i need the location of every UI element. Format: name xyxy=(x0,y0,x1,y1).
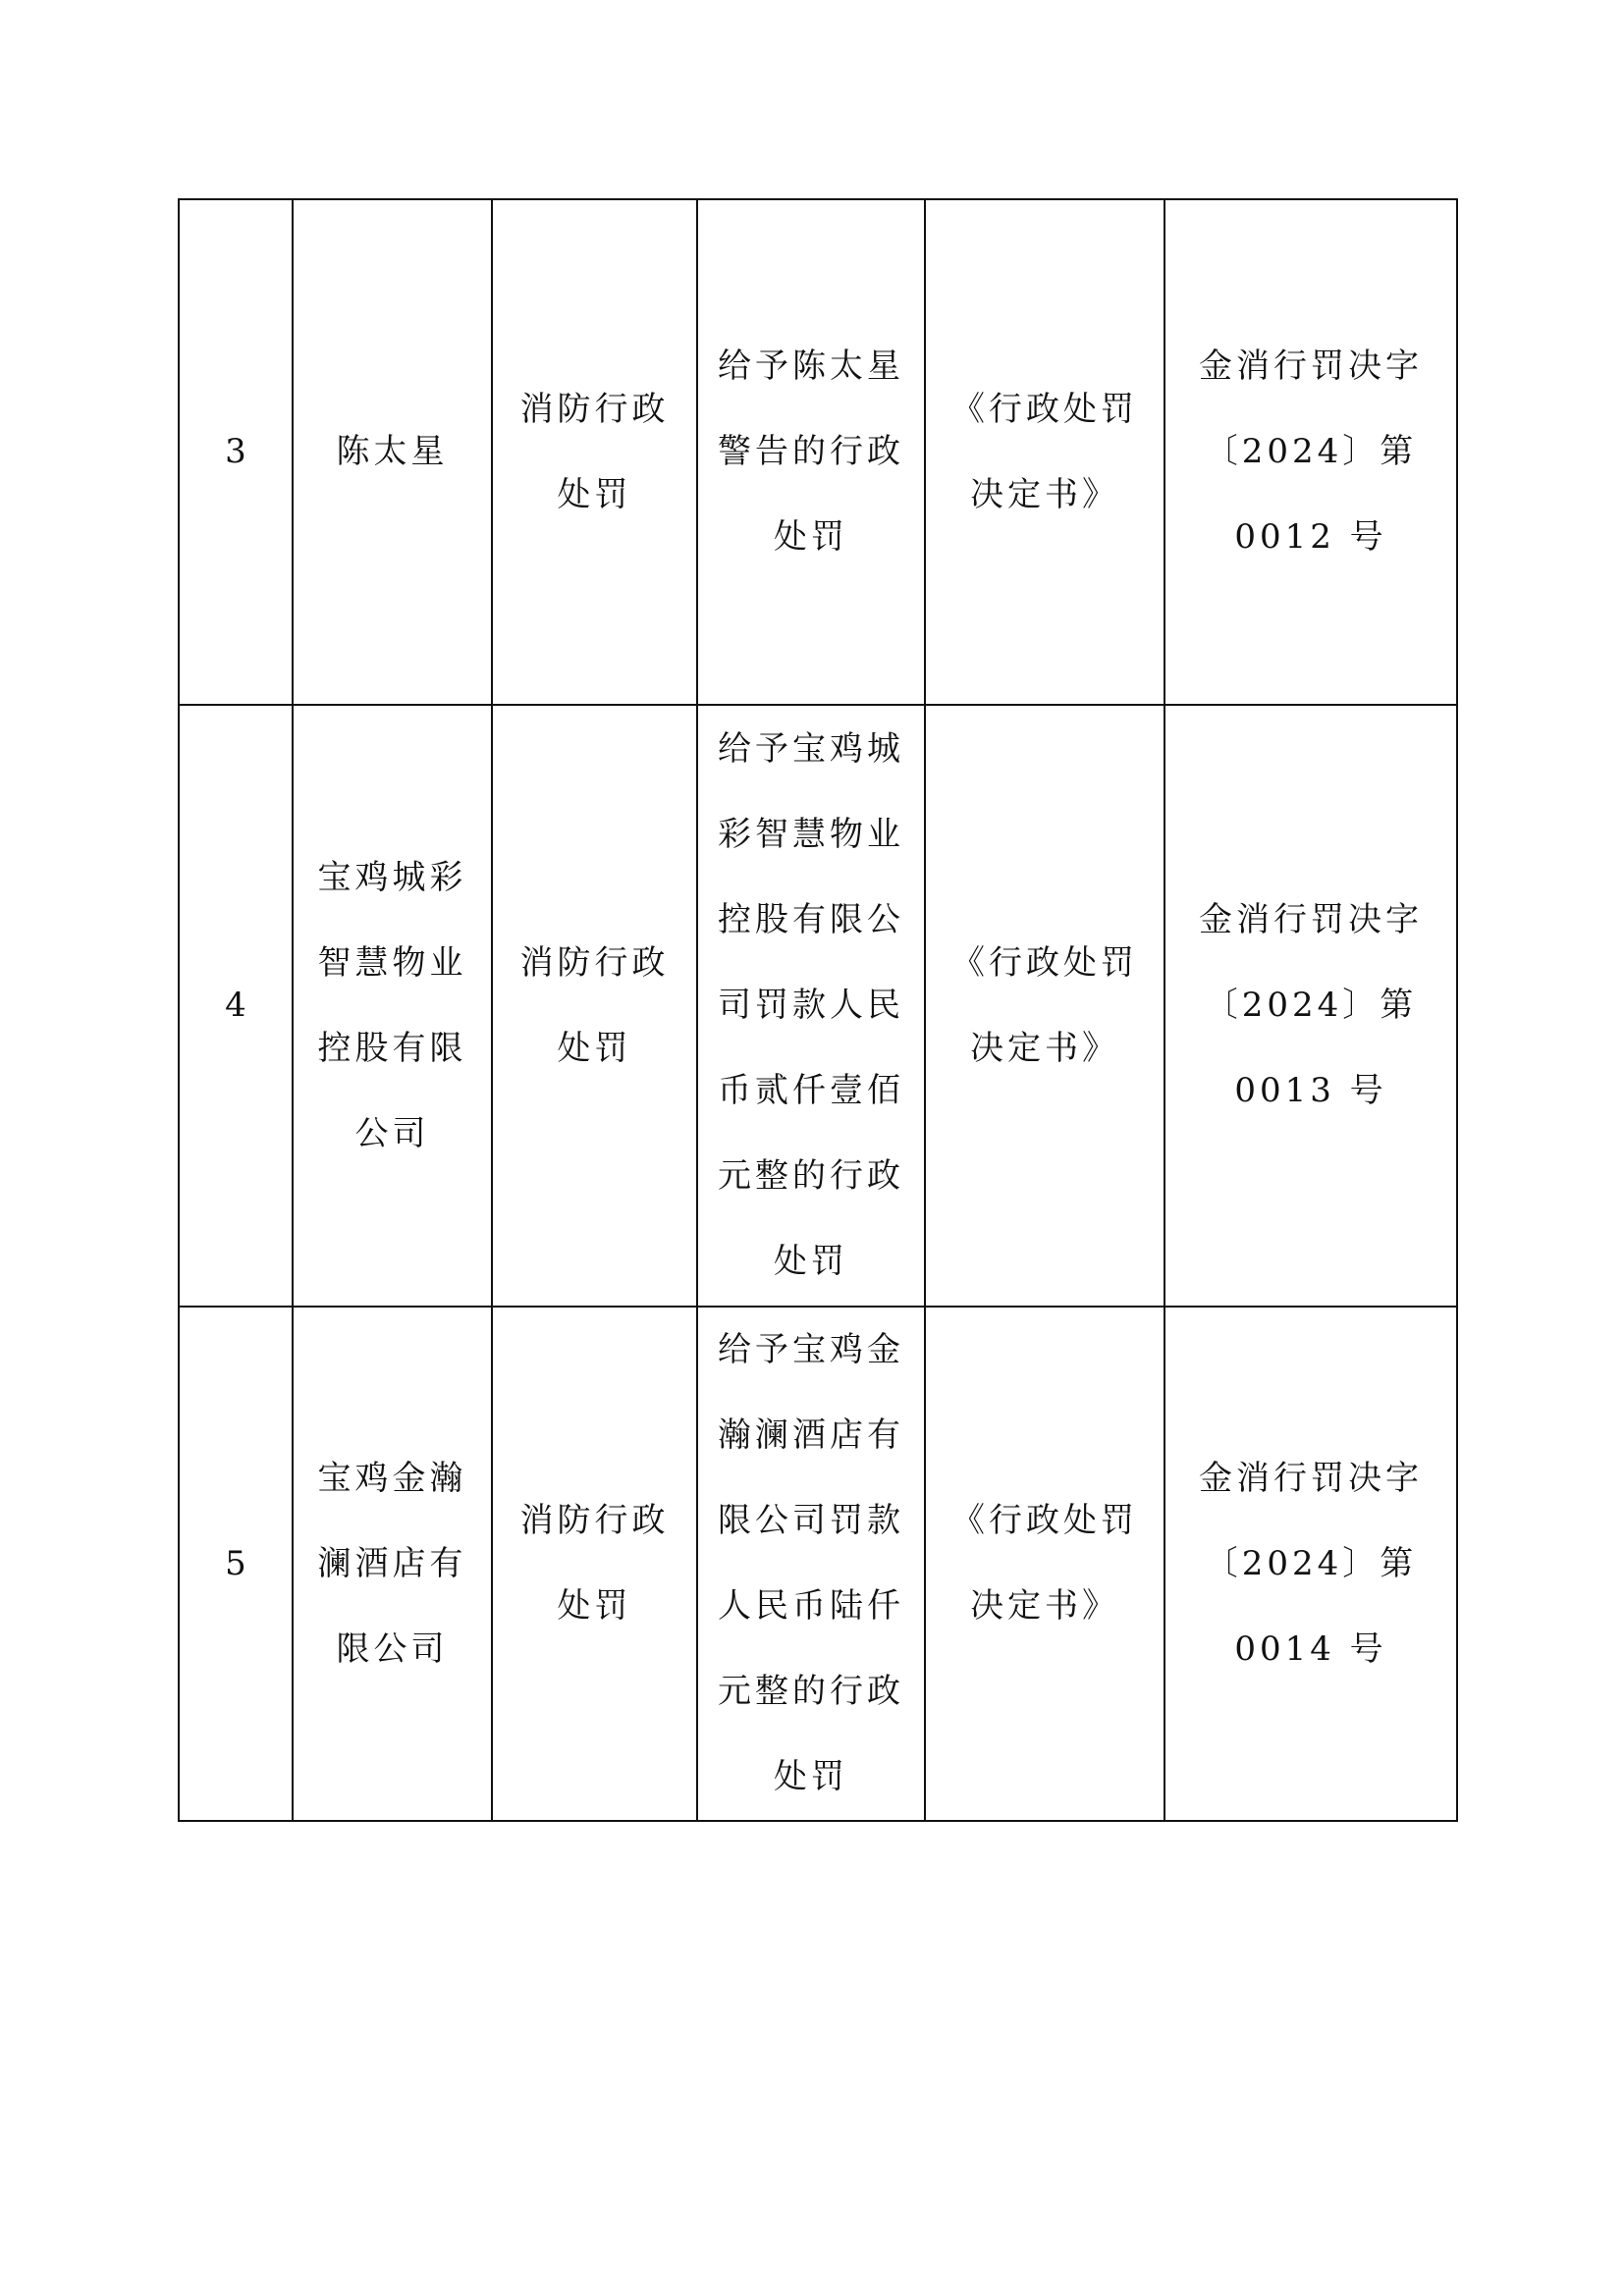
cell-penalty-category: 消防行政 处罚 xyxy=(492,1307,697,1821)
cell-number: 3 xyxy=(179,199,293,705)
cell-document-number: 金消行罚决字 〔2024〕第 0012 号 xyxy=(1164,199,1457,705)
table-row xyxy=(179,705,1457,1307)
penalty-table xyxy=(178,198,1458,1822)
cell-penalty-content: 给予宝鸡金 瀚澜酒店有 限公司罚款 人民币陆仟 元整的行政 处罚 xyxy=(697,1307,925,1821)
cell-penalty-category: 消防行政 处罚 xyxy=(492,705,697,1307)
cell-party-name: 陈太星 xyxy=(293,199,492,705)
cell-number: 5 xyxy=(179,1307,293,1821)
table-row xyxy=(179,1307,1457,1821)
cell-penalty-basis: 《行政处罚 决定书》 xyxy=(925,199,1164,705)
table-row xyxy=(179,199,1457,705)
cell-party-name: 宝鸡城彩 智慧物业 控股有限 公司 xyxy=(293,705,492,1307)
cell-penalty-content: 给予宝鸡城 彩智慧物业 控股有限公 司罚款人民 币贰仟壹佰 元整的行政 处罚 xyxy=(697,705,925,1307)
cell-number: 4 xyxy=(179,705,293,1307)
cell-penalty-basis: 《行政处罚 决定书》 xyxy=(925,705,1164,1307)
cell-document-number: 金消行罚决字 〔2024〕第 0014 号 xyxy=(1164,1307,1457,1821)
cell-penalty-content: 给予陈太星 警告的行政 处罚 xyxy=(697,199,925,705)
cell-document-number: 金消行罚决字 〔2024〕第 0013 号 xyxy=(1164,705,1457,1307)
cell-party-name: 宝鸡金瀚 澜酒店有 限公司 xyxy=(293,1307,492,1821)
cell-penalty-category: 消防行政 处罚 xyxy=(492,199,697,705)
cell-penalty-basis: 《行政处罚 决定书》 xyxy=(925,1307,1164,1821)
